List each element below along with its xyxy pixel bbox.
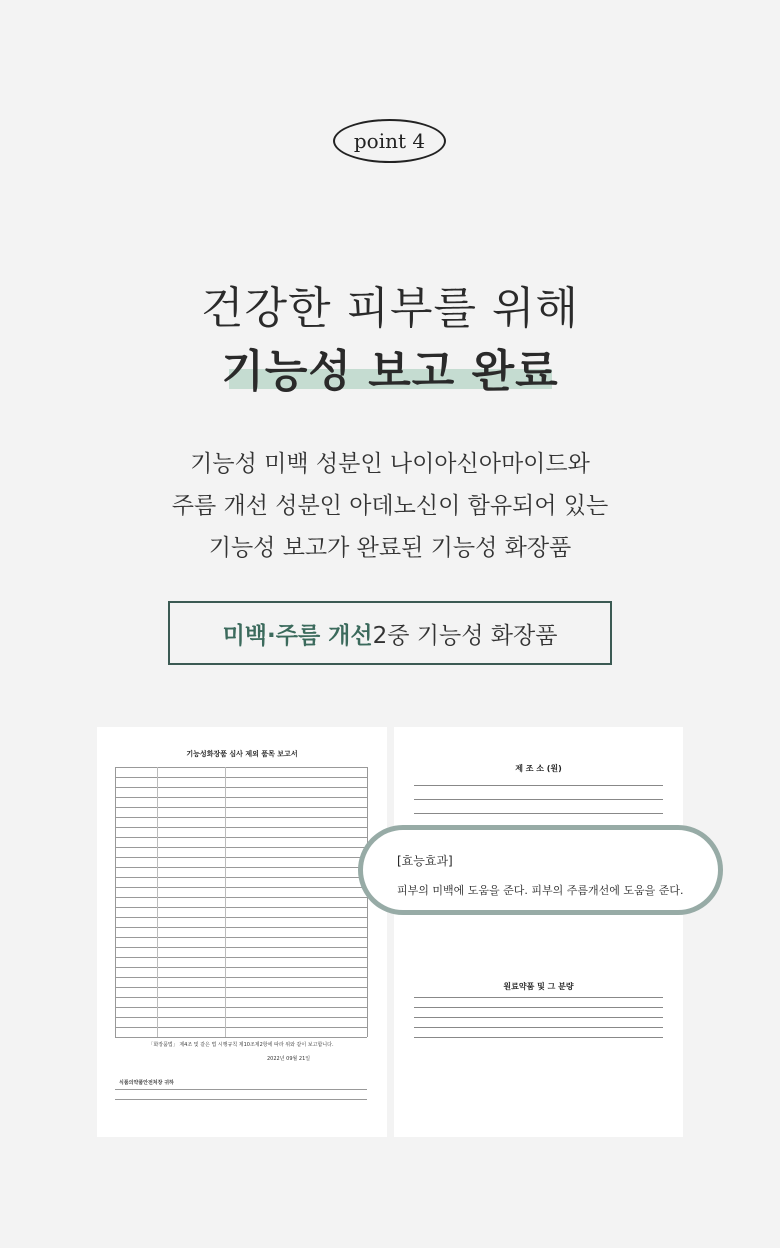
- point-badge: [333, 119, 446, 163]
- efficacy-title: [효능효과]: [397, 854, 453, 868]
- report-recipient: 식품의약품안전처장 귀하: [119, 1080, 174, 1086]
- heading-line1: 건강한 피부를 위해: [200, 283, 579, 334]
- feature-box: [168, 601, 612, 665]
- description-line1: 기능성 미백 성분인 나이아신아마이드와: [190, 451, 590, 477]
- efficacy-callout: [358, 825, 723, 915]
- report-document: [97, 727, 387, 1137]
- feature-accent: 미백·주름 개선: [222, 622, 373, 649]
- report-date: 2022년 09월 21일: [267, 1056, 311, 1062]
- report-statement: 「화장품법」 제4조 및 같은 법 시행규칙 제10조제2항에 따라 위와 같이 보고합니다.: [148, 1042, 334, 1048]
- description-line3: 기능성 보고가 완료된 기능성 화장품: [208, 535, 572, 561]
- feature-rest: 2중 기능성 화장품: [372, 622, 558, 649]
- ingredients-table-title: 원료약품 및 그 분량: [503, 982, 574, 991]
- point-badge-label: point 4: [353, 129, 426, 153]
- heading-line2: 기능성 보고 완료: [221, 346, 559, 397]
- description-line2: 주름 개선 성분인 아데노신이 함유되어 있는: [171, 493, 609, 519]
- manufacturing-document: [394, 727, 683, 1137]
- efficacy-body: 피부의 미백에 도움을 준다. 피부의 주름개선에 도움을 준다.: [397, 884, 684, 897]
- report-title: 기능성화장품 심사 제외 품목 보고서: [186, 750, 298, 758]
- manufacturing-title: 제 조 소 (원): [515, 764, 562, 773]
